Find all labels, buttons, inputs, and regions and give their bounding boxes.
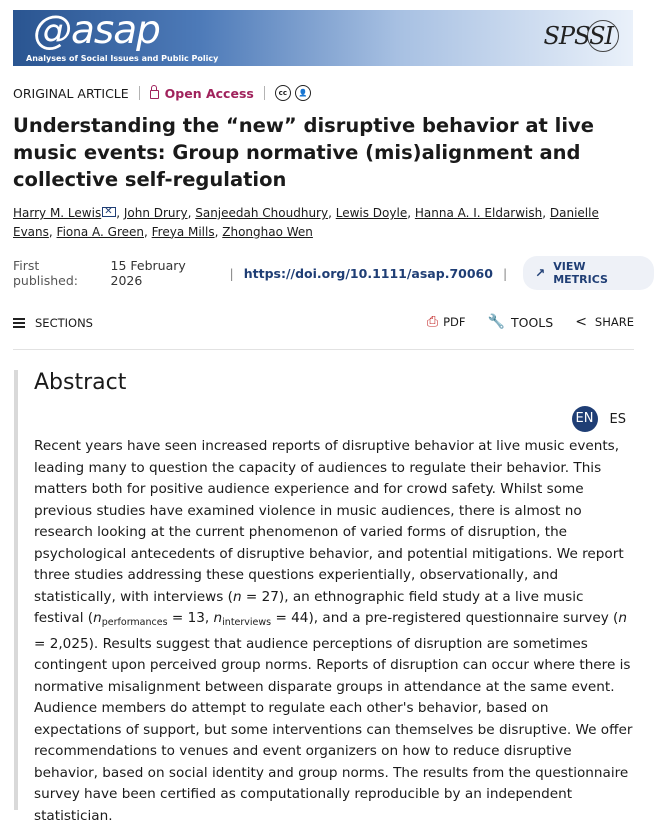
- share-button[interactable]: < SHARE: [575, 314, 634, 330]
- pdf-icon: ⎙: [426, 314, 439, 330]
- article-type: ORIGINAL ARTICLE: [13, 85, 129, 101]
- sections-button[interactable]: SECTIONS: [13, 316, 93, 330]
- abstract-text: Recent years have seen increased reports of disruptive behavior at live music events, leading many to question the capacity of audiences to regulate their behavior. This matters both for positive audience experience and for crowd safety. Whilst some previous studies have examined violence in music audiences, there is almost no research looking at the current phenomenon of varied forms of disruption, the psychological antecedents of disruptive behavior, and potential mitigations. We report three studies addressing these questions experientially, observationally, and statistically, with interviews (n = 27), an ethnographic field study at a live music festival ($n_{performances} = 13$, $n_{interviews} = 44$), and a pre-registered questionnaire survey (n = 2,025). Results suggest that audience perceptions of disruption are sometimes contingent upon perceived group norms. Reports of disruption can occur where there is normative misalignment between disparate groups in attendance at the same event. Audience members do attempt to regulate each other's behavior, based on expectations of support, but some interventions can themselves be disruptive. We offer recommendations to venues and event organizers on how to reduce disruptive behavior, based on social identity and group norms. The results from the questionnaire survey have been certified as computationally reproducible by an independent statistician.: [34, 438, 633, 824]
- lock-open-icon: [150, 90, 159, 99]
- abstract-heading: Abstract: [34, 370, 127, 395]
- language-switcher: [572, 406, 626, 432]
- language-es-button[interactable]: ES: [609, 411, 626, 427]
- abstract-section: [14, 370, 638, 824]
- tools-button[interactable]: 🔧 TOOLS: [487, 314, 554, 330]
- author-link[interactable]: Sanjeedah Choudhury: [195, 206, 329, 220]
- author-link[interactable]: Danielle Evans: [13, 206, 599, 239]
- pdf-button[interactable]: ⎙ PDF: [426, 314, 466, 330]
- trend-icon: ↗: [535, 266, 546, 280]
- wrench-icon: 🔧: [487, 314, 505, 330]
- author-link[interactable]: Hanna A. I. Eldarwish: [414, 206, 543, 220]
- share-icon: <: [575, 314, 587, 330]
- divider: |: [502, 265, 508, 281]
- toolbar-divider: [13, 349, 634, 350]
- menu-icon: [13, 316, 25, 330]
- article-meta: [13, 85, 315, 101]
- divider: |: [229, 265, 234, 281]
- author-link[interactable]: Lewis Doyle: [335, 206, 408, 220]
- email-icon[interactable]: [102, 207, 116, 217]
- journal-subtitle: Analyses of Social Issues and Public Policy: [26, 54, 219, 63]
- publication-info: [13, 256, 654, 290]
- author-link[interactable]: Harry M. Lewis: [13, 206, 102, 220]
- first-published-label: First published:: [13, 258, 79, 288]
- by-icon[interactable]: 👤: [295, 85, 311, 101]
- divider: [264, 86, 265, 100]
- language-en-button[interactable]: EN: [572, 406, 598, 432]
- publisher-logo: SPSSI: [543, 22, 613, 50]
- article-title: Understanding the “new” disruptive behavior at live music events: Group normative (mis)alignment and collective self-regulation: [13, 114, 594, 191]
- doi-link[interactable]: https://doi.org/10.1111/asap.70060: [243, 265, 493, 281]
- author-link[interactable]: Zhonghao Wen: [222, 224, 313, 239]
- author-link[interactable]: Freya Mills: [151, 224, 215, 239]
- journal-logo: @asap: [33, 10, 160, 53]
- open-access-badge[interactable]: Open Access: [150, 86, 254, 101]
- publication-date: 15 February 2026: [110, 258, 186, 288]
- view-metrics-button[interactable]: ↗ VIEW METRICS: [523, 256, 654, 290]
- author-link[interactable]: John Drury: [123, 206, 188, 220]
- cc-icon[interactable]: cc: [275, 85, 291, 101]
- author-link[interactable]: Fiona A. Green: [56, 224, 144, 239]
- author-list: Harry M. Lewis✕ , John Drury, Sanjeedah Choudhury, Lewis Doyle, Hanna A. I. Eldarwish, Danielle Evans, Fiona A. Green, Freya Mills, Zhonghao Wen: [13, 204, 638, 241]
- journal-banner[interactable]: [13, 10, 633, 66]
- divider: [139, 86, 140, 100]
